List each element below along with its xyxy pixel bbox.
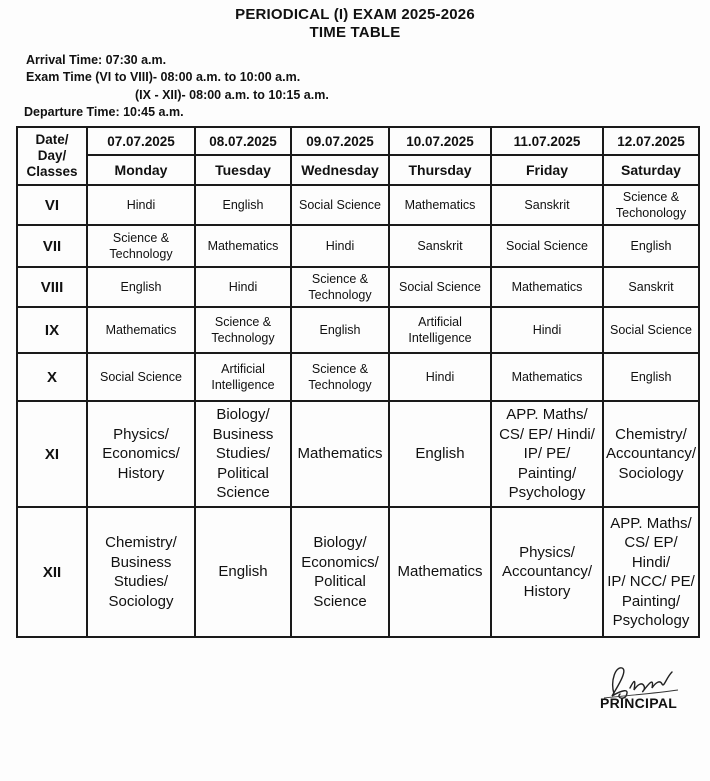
class-row: [17, 185, 699, 225]
day-row: [17, 155, 699, 185]
subject-cell: Artificial Intelligence: [389, 307, 491, 353]
subject-cell: APP. Maths/ CS/ EP/ Hindi/ IP/ NCC/ PE/ Painting/ Psychology: [603, 507, 699, 637]
subject-cell: Mathematics: [491, 353, 603, 401]
class-row: [17, 353, 699, 401]
class-label: XI: [17, 401, 87, 507]
subject-cell: Chemistry/ Business Studies/ Sociology: [87, 507, 195, 637]
subject-cell: English: [291, 307, 389, 353]
subject-cell: English: [389, 401, 491, 507]
departure-time: Departure Time: 10:45 a.m.: [24, 105, 184, 119]
subject-cell: Sanskrit: [603, 267, 699, 307]
class-label: VIII: [17, 267, 87, 307]
class-label: IX: [17, 307, 87, 353]
subject-cell: Social Science: [389, 267, 491, 307]
subject-cell: Hindi: [291, 225, 389, 267]
subject-cell: English: [603, 225, 699, 267]
subject-cell: Mathematics: [291, 401, 389, 507]
date-row: [17, 127, 699, 155]
subject-cell: Social Science: [603, 307, 699, 353]
subject-cell: Biology/ Business Studies/ Political Science: [195, 401, 291, 507]
date-header: 08.07.2025: [195, 127, 291, 155]
subject-cell: Mathematics: [389, 185, 491, 225]
day-header: Friday: [491, 155, 603, 185]
subject-cell: Hindi: [491, 307, 603, 353]
subject-cell: Sanskrit: [491, 185, 603, 225]
subject-cell: Chemistry/ Accountancy/ Sociology: [603, 401, 699, 507]
corner-header: Date/ Day/ Classes: [17, 127, 87, 185]
day-header: Wednesday: [291, 155, 389, 185]
date-header: 11.07.2025: [491, 127, 603, 155]
timetable-body: [17, 185, 699, 637]
class-label: X: [17, 353, 87, 401]
subject-cell: Social Science: [87, 353, 195, 401]
subject-cell: Science & Techonology: [603, 185, 699, 225]
exam-time-junior: Exam Time (VI to VIII)- 08:00 a.m. to 10:00 a.m.: [26, 70, 301, 84]
subject-cell: APP. Maths/ CS/ EP/ Hindi/ IP/ PE/ Painting/ Psychology: [491, 401, 603, 507]
day-header: Saturday: [603, 155, 699, 185]
subject-cell: Hindi: [389, 353, 491, 401]
subject-cell: English: [87, 267, 195, 307]
day-header: Thursday: [389, 155, 491, 185]
timetable: [16, 126, 700, 638]
subject-cell: Hindi: [195, 267, 291, 307]
day-header: Monday: [87, 155, 195, 185]
class-row: [17, 401, 699, 507]
exam-time-senior: (IX - XII)- 08:00 a.m. to 10:15 a.m.: [135, 88, 329, 102]
subject-cell: Artificial Intelligence: [195, 353, 291, 401]
timetable-subtitle: TIME TABLE: [309, 24, 401, 41]
class-row: [17, 307, 699, 353]
subject-cell: Sanskrit: [389, 225, 491, 267]
subject-cell: English: [603, 353, 699, 401]
subject-cell: Social Science: [491, 225, 603, 267]
subject-cell: Mathematics: [389, 507, 491, 637]
class-label: VI: [17, 185, 87, 225]
exam-title: PERIODICAL (I) EXAM 2025-2026: [235, 6, 475, 23]
date-header: 09.07.2025: [291, 127, 389, 155]
class-row: [17, 225, 699, 267]
class-label: XII: [17, 507, 87, 637]
date-header: 10.07.2025: [389, 127, 491, 155]
subject-cell: Social Science: [291, 185, 389, 225]
subject-cell: Science & Technology: [291, 267, 389, 307]
subject-cell: Mathematics: [195, 225, 291, 267]
principal-label: PRINCIPAL: [600, 695, 678, 711]
subject-cell: Science & Technology: [291, 353, 389, 401]
subject-cell: Mathematics: [87, 307, 195, 353]
subject-cell: Hindi: [87, 185, 195, 225]
class-row: [17, 507, 699, 637]
class-row: [17, 267, 699, 307]
subject-cell: Physics/ Accountancy/ History: [491, 507, 603, 637]
date-header: 12.07.2025: [603, 127, 699, 155]
subject-cell: English: [195, 185, 291, 225]
subject-cell: Biology/ Economics/ Political Science: [291, 507, 389, 637]
class-label: VII: [17, 225, 87, 267]
subject-cell: Physics/ Economics/ History: [87, 401, 195, 507]
day-header: Tuesday: [195, 155, 291, 185]
subject-cell: Science & Technology: [195, 307, 291, 353]
arrival-time: Arrival Time: 07:30 a.m.: [26, 53, 167, 67]
date-header: 07.07.2025: [87, 127, 195, 155]
subject-cell: English: [195, 507, 291, 637]
subject-cell: Science & Technology: [87, 225, 195, 267]
subject-cell: Mathematics: [491, 267, 603, 307]
